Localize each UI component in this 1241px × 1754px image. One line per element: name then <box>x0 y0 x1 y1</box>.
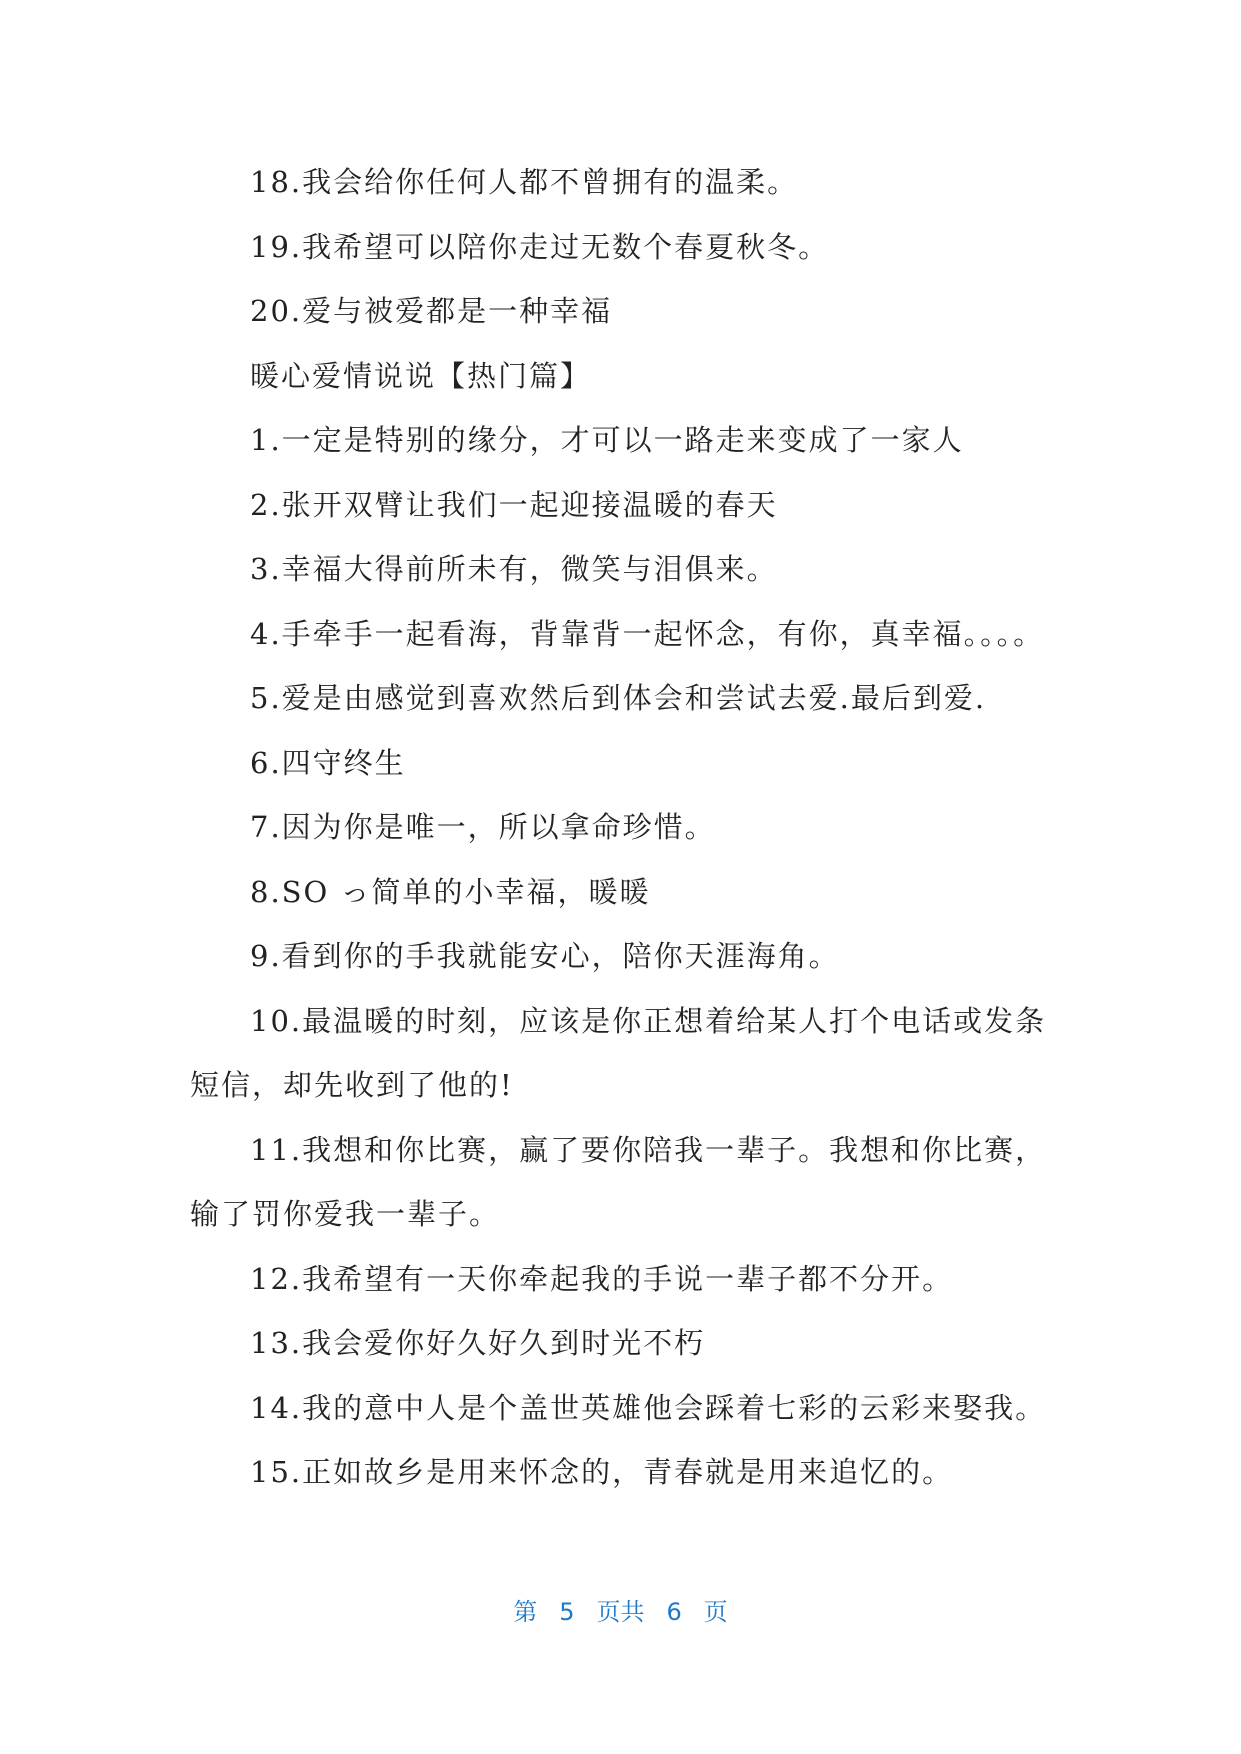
paragraph-13: 13.我会爱你好久好久到时光不朽 <box>250 1326 706 1360</box>
paragraph-11: 11.我想和你比赛，赢了要你陪我一辈子。我想和你比赛，输了罚你爱我一辈子。 <box>190 1132 1047 1231</box>
section-heading: 暖心爱情说说【热门篇】 <box>250 358 592 393</box>
paragraph-7: 7.因为你是唯一，所以拿命珍惜。 <box>250 810 716 844</box>
paragraph-10: 10.最温暖的时刻，应该是你正想着给某人打个电话或发条短信，却先收到了他的! <box>190 1003 1047 1102</box>
paragraph-2: 2.张开双臂让我们一起迎接温暖的春天 <box>250 487 778 522</box>
current-page-number: 5 <box>559 1598 575 1626</box>
document-body <box>190 150 1050 1505</box>
paragraph-1: 1.一定是特别的缘分，才可以一路走来变成了一家人 <box>250 423 964 457</box>
paragraph-6: 6.四守终生 <box>250 745 406 780</box>
paragraph-15: 15.正如故乡是用来怀念的，青春就是用来追忆的。 <box>250 1455 954 1489</box>
page-label-middle: 页共 <box>596 1598 645 1626</box>
paragraph-18: 18.我会给你任何人都不曾拥有的温柔。 <box>250 165 799 199</box>
paragraph-19: 19.我希望可以陪你走过无数个春夏秋冬。 <box>250 229 830 264</box>
paragraph-3: 3.幸福大得前所未有，微笑与泪俱来。 <box>250 552 778 586</box>
paragraph-4: 4.手牵手一起看海，背靠背一起怀念，有你，真幸福。。。。 <box>250 616 1045 651</box>
page-label-suffix: 页 <box>703 1598 728 1626</box>
page-label-prefix: 第 <box>513 1598 538 1626</box>
paragraph-9: 9.看到你的手我就能安心，陪你天涯海角。 <box>250 939 840 973</box>
paragraph-20: 20.爱与被爱都是一种幸福 <box>250 294 613 328</box>
total-pages-number: 6 <box>666 1598 682 1626</box>
paragraph-8: 8.SO っ简单的小幸福，暖暖 <box>250 874 651 909</box>
paragraph-12: 12.我希望有一天你牵起我的手说一辈子都不分开。 <box>250 1261 954 1296</box>
paragraph-5: 5.爱是由感觉到喜欢然后到体会和尝试去爱.最后到爱. <box>250 681 987 715</box>
paragraph-14: 14.我的意中人是个盖世英雄他会踩着七彩的云彩来娶我。 <box>250 1390 1047 1425</box>
page-footer <box>0 1592 1241 1632</box>
